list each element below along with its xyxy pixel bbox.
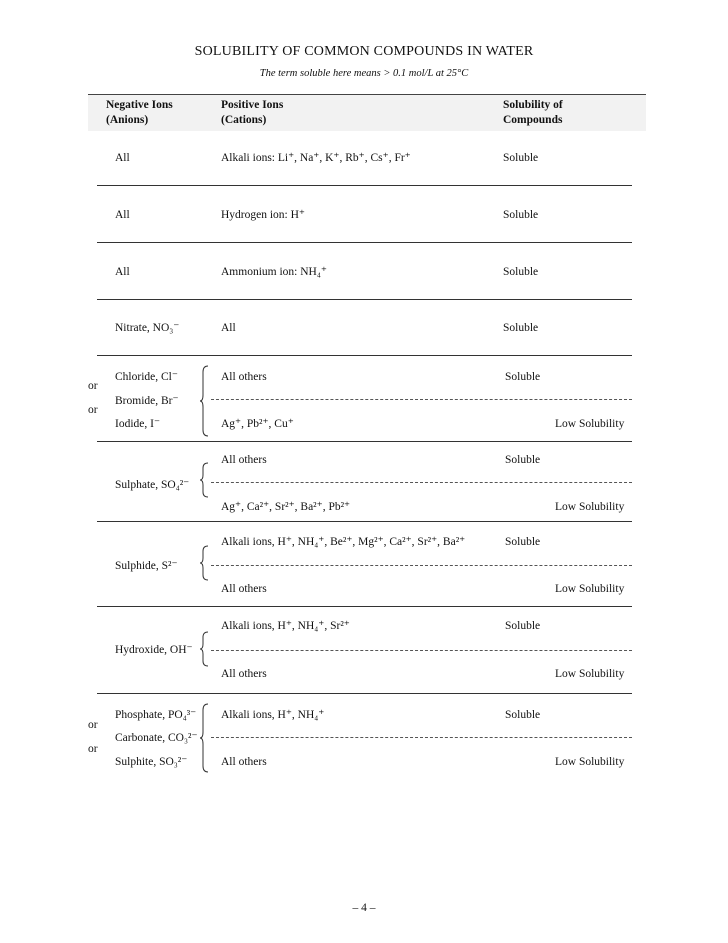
cation-sulphide-soluble: Alkali ions, H⁺, NH₄⁺, Be²⁺, Mg²⁺, Ca²⁺, Sr²⁺, Ba²⁺ bbox=[221, 536, 466, 548]
row-divider bbox=[97, 606, 632, 607]
cation-all: All bbox=[221, 322, 236, 334]
anion-sulphate: Sulphate, SO₄²⁻ bbox=[115, 479, 190, 491]
anion-phosphate: Phosphate, PO₄³⁻ bbox=[115, 709, 197, 721]
brace bbox=[199, 462, 211, 498]
solubility-low-5: Low Solubility bbox=[555, 756, 625, 768]
solubility-soluble-6: Soluble bbox=[505, 454, 541, 466]
brace bbox=[199, 631, 211, 667]
header-neg-line1: Negative Ions bbox=[106, 99, 173, 111]
anion-sulphide: Sulphide, S²⁻ bbox=[115, 560, 178, 572]
cation-all-others-phosphate: All others bbox=[221, 756, 267, 768]
solubility-soluble-4: Soluble bbox=[503, 322, 539, 334]
anion-hydroxide: Hydroxide, OH⁻ bbox=[115, 644, 193, 656]
dashed-divider bbox=[211, 482, 632, 483]
solubility-soluble-2: Soluble bbox=[503, 209, 539, 221]
solubility-soluble-3: Soluble bbox=[503, 266, 539, 278]
anion-iodide: Iodide, I⁻ bbox=[115, 418, 161, 430]
row-divider bbox=[97, 355, 632, 356]
or-label: or bbox=[88, 404, 98, 416]
brace bbox=[199, 545, 211, 581]
solubility-low-1: Low Solubility bbox=[555, 418, 625, 430]
cation-phosphate-soluble: Alkali ions, H⁺, NH₄⁺ bbox=[221, 709, 325, 721]
or-label: or bbox=[88, 719, 98, 731]
dashed-divider bbox=[211, 737, 632, 738]
solubility-soluble-1: Soluble bbox=[503, 152, 539, 164]
header-solubility bbox=[503, 98, 563, 128]
cation-all-others-halide: All others bbox=[221, 371, 267, 383]
cation-all-others-sulphide: All others bbox=[221, 583, 267, 595]
row-divider bbox=[97, 299, 632, 300]
anion-chloride: Chloride, Cl⁻ bbox=[115, 371, 178, 383]
brace bbox=[199, 365, 211, 437]
anion-sulphite: Sulphite, SO₃²⁻ bbox=[115, 756, 188, 768]
cation-halide-low: Ag⁺, Pb²⁺, Cu⁺ bbox=[221, 418, 294, 430]
subtitle: The term soluble here means > 0.1 mol/L at 25°C bbox=[259, 68, 469, 79]
row-divider bbox=[97, 242, 632, 243]
row-divider bbox=[97, 521, 632, 522]
dashed-divider bbox=[211, 565, 632, 566]
anion-all-1: All bbox=[115, 152, 130, 164]
solubility-low-3: Low Solubility bbox=[555, 583, 625, 595]
anion-all-2: All bbox=[115, 209, 130, 221]
cation-all-others-sulphate: All others bbox=[221, 454, 267, 466]
dashed-divider bbox=[211, 650, 632, 651]
anion-all-3: All bbox=[115, 266, 130, 278]
header-positive-ions bbox=[221, 98, 283, 128]
solubility-low-2: Low Solubility bbox=[555, 501, 625, 513]
solubility-low-4: Low Solubility bbox=[555, 668, 625, 680]
row-divider bbox=[97, 441, 632, 442]
anion-nitrate: Nitrate, NO₃⁻ bbox=[115, 322, 180, 334]
cation-alkali-ions: Alkali ions: Li⁺, Na⁺, K⁺, Rb⁺, Cs⁺, Fr⁺ bbox=[221, 152, 411, 164]
cation-sulphate-low: Ag⁺, Ca²⁺, Sr²⁺, Ba²⁺, Pb²⁺ bbox=[221, 501, 351, 513]
anion-carbonate: Carbonate, CO₃²⁻ bbox=[115, 732, 198, 744]
solubility-soluble-7: Soluble bbox=[505, 536, 541, 548]
row-divider bbox=[97, 185, 632, 186]
dashed-divider bbox=[211, 399, 632, 400]
header-negative-ions bbox=[106, 98, 173, 128]
anion-bromide: Bromide, Br⁻ bbox=[115, 395, 179, 407]
brace bbox=[199, 703, 211, 773]
cation-hydrogen-ion: Hydrogen ion: H⁺ bbox=[221, 209, 306, 221]
header-pos-line1: Positive Ions bbox=[221, 99, 284, 111]
cation-ammonium-ion: Ammonium ion: NH₄⁺ bbox=[221, 266, 327, 278]
row-divider bbox=[97, 693, 632, 694]
solubility-soluble-8: Soluble bbox=[505, 620, 541, 632]
cation-hydroxide-soluble: Alkali ions, H⁺, NH₄⁺, Sr²⁺ bbox=[221, 620, 350, 632]
page-title: SOLUBILITY OF COMMON COMPOUNDS IN WATER bbox=[194, 44, 534, 59]
header-sol-line2: Compounds bbox=[503, 114, 563, 126]
header-sol-line1: Solubility of bbox=[503, 99, 563, 111]
solubility-soluble-9: Soluble bbox=[505, 709, 541, 721]
cation-all-others-hydroxide: All others bbox=[221, 668, 267, 680]
page-number: – 4 – bbox=[352, 902, 376, 914]
or-label: or bbox=[88, 380, 98, 392]
solubility-soluble-5: Soluble bbox=[505, 371, 541, 383]
header-neg-line2: (Anions) bbox=[106, 114, 149, 126]
or-label: or bbox=[88, 743, 98, 755]
header-pos-line2: (Cations) bbox=[221, 114, 267, 126]
